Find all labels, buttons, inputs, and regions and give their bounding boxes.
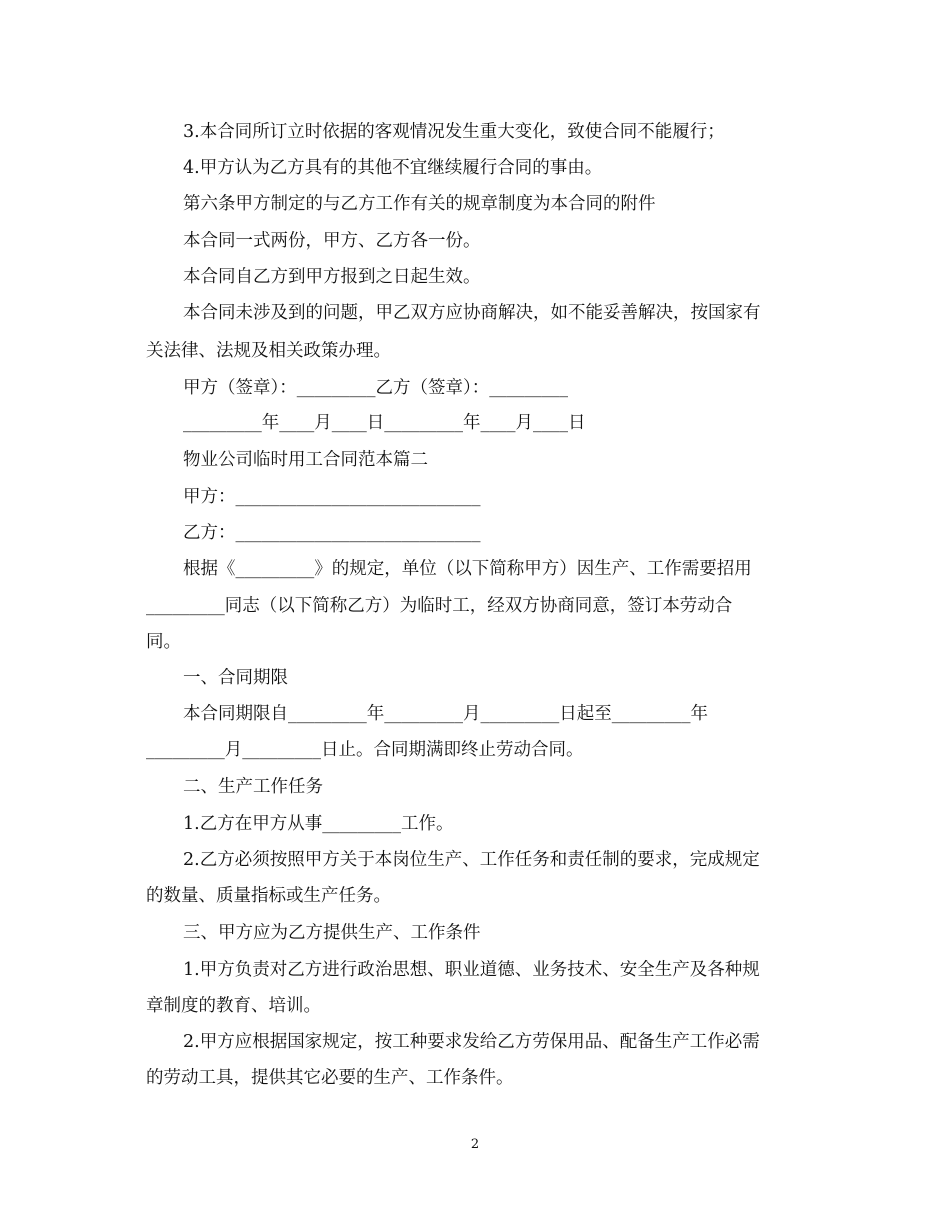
- paragraph-condition-2: 2.甲方应根据国家规定，按工种要求发给乙方劳保用品、配备生产工作必需: [183, 1032, 760, 1052]
- paragraph-article-6: 第六条甲方制定的与乙方工作有关的规章制度为本合同的附件: [183, 194, 656, 214]
- paragraph-condition-1-cont: 章制度的教育、培训。: [146, 996, 321, 1016]
- paragraph-copies: 本合同一式两份，甲方、乙方各一份。: [183, 231, 481, 251]
- section-title: 物业公司临时用工合同范本篇二: [183, 450, 428, 470]
- paragraph-task-1: 1.乙方在甲方从事_________工作。: [183, 814, 454, 834]
- paragraph-term-cont: _________月_________日止。合同期满即终止劳动合同。: [146, 740, 584, 760]
- paragraph-clause-3: 3.本合同所订立时依据的客观情况发生重大变化，致使合同不能履行；: [183, 122, 725, 142]
- paragraph-task-2-cont: 的数量、质量指标或生产任务。: [146, 886, 391, 906]
- paragraph-term: 本合同期限自_________年_________月_________日起至_________年: [183, 704, 708, 724]
- paragraph-condition-2-cont: 的劳动工具，提供其它必要的生产、工作条件。: [146, 1068, 514, 1088]
- paragraph-basis-cont: _________同志（以下简称乙方）为临时工，经双方协商同意，签订本劳动合: [146, 596, 733, 616]
- signature-line: 甲方（签章）：_________乙方（签章）：_________: [183, 378, 568, 398]
- page-number: 2: [470, 1137, 480, 1152]
- date-line: _________年____月____日_________年____月____日: [183, 413, 586, 433]
- paragraph-clause-4: 4.甲方认为乙方具有的其他不宜继续履行合同的事由。: [183, 158, 603, 178]
- heading-contract-term: 一、合同期限: [183, 668, 288, 688]
- heading-work-conditions: 三、甲方应为乙方提供生产、工作条件: [183, 923, 481, 943]
- paragraph-task-2: 2.乙方必须按照甲方关于本岗位生产、工作任务和责任制的要求，完成规定: [183, 850, 760, 870]
- paragraph-unresolved-issues: 本合同未涉及到的问题，甲乙双方应协商解决，如不能妥善解决，按国家有: [183, 303, 761, 323]
- paragraph-basis-end: 同。: [146, 632, 181, 652]
- heading-work-tasks: 二、生产工作任务: [183, 777, 323, 797]
- paragraph-condition-1: 1.甲方负责对乙方进行政治思想、职业道德、业务技术、安全生产及各种规: [183, 960, 760, 980]
- paragraph-unresolved-issues-cont: 关法律、法规及相关政策办理。: [146, 341, 391, 361]
- paragraph-basis: 根据《_________》的规定，单位（以下简称甲方）因生产、工作需要招用: [183, 559, 752, 579]
- party-a-line: 甲方：____________________________: [183, 487, 481, 507]
- party-b-line: 乙方：____________________________: [183, 523, 481, 543]
- paragraph-effective: 本合同自乙方到甲方报到之日起生效。: [183, 267, 481, 287]
